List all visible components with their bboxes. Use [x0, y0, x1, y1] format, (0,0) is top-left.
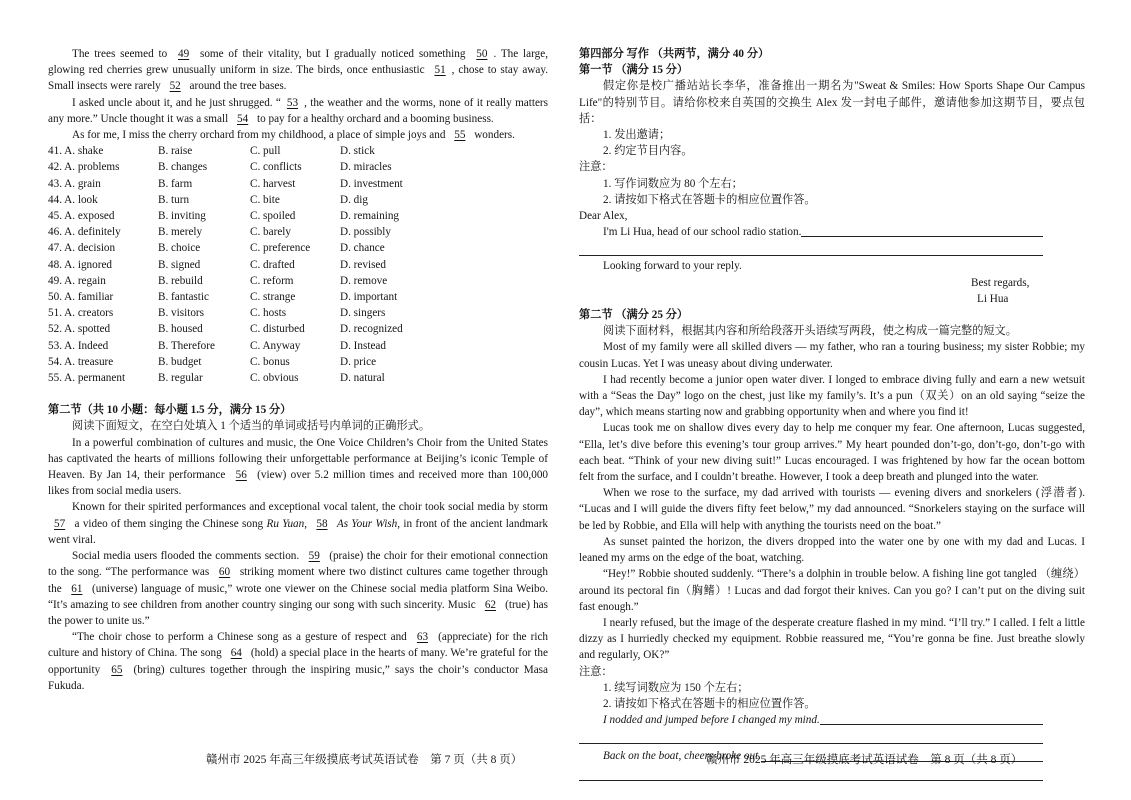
option-choice: D. stick	[340, 145, 375, 158]
section2-title: 第二节（共 10 小题：每小题 1.5 分，满分 15 分）	[48, 404, 292, 417]
sec2-instruction: 阅读下面材料，根据其内容和所给段落开头语续写两段，使之构成一篇完整的短文。	[603, 325, 1017, 338]
song-title: As Your Wish	[336, 517, 398, 530]
continuation-2: Back on the boat, cheers broke out.	[603, 750, 762, 763]
option-row	[48, 289, 403, 305]
answer-blank[interactable]: 58	[316, 517, 328, 530]
option-choice: C. preference	[250, 242, 311, 255]
option-choice: 48. A. ignored	[48, 258, 113, 271]
options-table	[48, 143, 403, 386]
story-paragraph: “Hey!” Robbie shouted suddenly. “There’s a dolphin in trouble below. A fishing line got tangled （缠绕） around its pectoral fin（胸鳍）! Lucas and dad forgot their knives. Can you go? I can’t put on the diving suit fast enough.”	[579, 568, 1085, 613]
option-choice: C. obvious	[250, 372, 299, 385]
paragraph	[48, 127, 548, 143]
answer-blank[interactable]: 56	[235, 469, 247, 482]
continuation-line-1[interactable]	[579, 712, 1085, 728]
option-row	[48, 192, 403, 208]
option-choice: B. signed	[158, 258, 201, 271]
answer-blank[interactable]: 50	[476, 48, 488, 60]
option-row	[48, 240, 403, 256]
paragraph	[48, 95, 548, 127]
option-choice: D. revised	[340, 258, 386, 271]
option-row	[48, 159, 403, 175]
option-choice: 41. A. shake	[48, 145, 104, 158]
part4-title: 第四部分 写作 （共两节，满分 40 分）	[579, 48, 770, 60]
answer-line[interactable]	[579, 728, 1043, 744]
option-choice: 42. A. problems	[48, 161, 120, 174]
option-choice: C. bite	[250, 193, 280, 206]
option-choice: D. possibly	[340, 226, 391, 239]
option-row	[48, 208, 403, 224]
option-choice: D. investment	[340, 177, 403, 190]
option-choice: D. natural	[340, 372, 385, 385]
option-choice: B. choice	[158, 242, 201, 255]
option-choice: C. barely	[250, 226, 292, 239]
answer-blank[interactable]: 64	[230, 647, 242, 660]
continuation-1: I nodded and jumped before I changed my mind.	[603, 714, 820, 727]
text: The trees seemed to	[72, 48, 172, 60]
letter-name: Li Hua	[977, 292, 1009, 305]
answer-blank[interactable]: 65	[111, 663, 123, 676]
option-choice: C. harvest	[250, 177, 296, 190]
option-choice: 55. A. permanent	[48, 372, 126, 385]
option-choice: 49. A. regain	[48, 274, 106, 287]
option-choice: 52. A. spotted	[48, 323, 111, 336]
text: (praise) the choir for their emotional connection to the song. “The performance was	[48, 550, 549, 579]
option-choice: B. Therefore	[158, 339, 215, 352]
story-paragraph: As sunset painted the horizon, the divers dropped into the water one by one with my dad and Lucas. I leaned my arms on the edge of the boat, watching.	[579, 535, 1085, 565]
option-choice: 50. A. familiar	[48, 291, 114, 304]
option-choice: 46. A. definitely	[48, 226, 121, 239]
letter-regards: Best regards,	[971, 276, 1030, 289]
option-choice: B. regular	[158, 372, 203, 385]
text: , in front of the ancient landmark went viral.	[48, 517, 549, 546]
option-choice: 44. A. look	[48, 193, 98, 206]
answer-blank[interactable]: 53	[286, 96, 299, 109]
option-choice: D. singers	[340, 307, 386, 320]
option-choice: 45. A. exposed	[48, 210, 115, 223]
option-choice: C. bonus	[250, 355, 290, 368]
option-row	[48, 224, 403, 240]
text: (true) has the power to unite us.”	[48, 598, 548, 627]
story-paragraph: When we rose to the surface, my dad arrived with tourists — evening divers and snorkelers (浮潜者). “Lucas and I will guide the divers fifty feet below,” my dad announced. “Snorkelers staying on the surface will be led by Robbie, and Ella will help with anything the tourists need on the boat.”	[579, 487, 1085, 532]
letter-answer-line[interactable]	[579, 224, 1085, 240]
text: I asked uncle about it, and he just shrugged. “	[72, 96, 281, 109]
grammar-passage	[48, 435, 548, 694]
letter-greeting: Dear Alex,	[579, 210, 628, 223]
text: (view) over 5.2 million times and received more than 100,000 likes from social media users.	[48, 469, 549, 498]
text: to pay for a healthy orchard and a booming business.	[254, 112, 494, 125]
page-footer-7: 赣州市 2025 年高三年级摸底考试英语试卷 第 7 页（共 8 页）	[206, 754, 523, 766]
text: In a powerful combination of cultures and music, the One Voice Children’s Choir from the United States has captivated the hearts of millions following their unforgettable performance at Beijing’s iconic Temple of Heaven. By Jan 14, their performance	[48, 436, 548, 482]
option-choice: C. hosts	[250, 307, 287, 320]
option-choice: C. spoiled	[250, 210, 296, 223]
option-row	[48, 143, 403, 159]
option-choice: C. disturbed	[250, 323, 305, 336]
option-choice: C. drafted	[250, 258, 295, 271]
option-choice: B. inviting	[158, 210, 206, 223]
notice-label: 注意：	[579, 665, 613, 678]
cloze-passage	[48, 46, 548, 143]
page-footer-8: 赣州市 2025 年高三年级摸底考试英语试卷 第 8 页（共 8 页）	[706, 754, 1023, 766]
answer-blank[interactable]: 63	[416, 631, 429, 644]
song-title: Ru Yuan	[266, 517, 305, 530]
answer-blank[interactable]: 59	[308, 550, 320, 563]
sec1-title: 第一节 （满分 15 分）	[579, 64, 689, 77]
option-row	[48, 354, 403, 370]
answer-blank[interactable]: 60	[218, 566, 231, 579]
option-choice: D. recognized	[340, 323, 403, 336]
option-row	[48, 338, 403, 354]
notice-label: 注意：	[579, 161, 613, 174]
text: a video of them singing the Chinese song	[71, 517, 267, 530]
option-choice: 43. A. grain	[48, 177, 101, 190]
option-choice: D. important	[340, 291, 398, 304]
text: , the weather and the worms, none of it really matters any more.” Uncle thought it was a small	[48, 96, 548, 125]
option-choice: C. strange	[250, 291, 296, 304]
paragraph	[48, 548, 548, 629]
answer-blank[interactable]: 51	[434, 64, 446, 77]
text: striking moment where two distinct cultures came together through the	[48, 566, 548, 595]
answer-blank[interactable]: 49	[177, 48, 190, 60]
option-row	[48, 305, 403, 321]
option-choice: C. conflicts	[250, 161, 302, 174]
section2-instruction: 阅读下面短文，在空白处填入 1 个适当的单词或括号内单词的正确形式。	[72, 420, 431, 433]
sec1-point: 2. 约定节目内容。	[603, 145, 693, 158]
story-passage	[579, 339, 1085, 663]
story-paragraph: Most of my family were all skilled divers — my father, who ran a touring business; my sister Robbie; my cousin Lucas. Yet I was uneasy about diving underwater.	[579, 341, 1085, 370]
paragraph	[48, 435, 548, 500]
option-choice: B. changes	[158, 161, 208, 174]
sec1-prompt: 假定你是校广播站站长李华，准备推出一期名为"Sweat & Smiles: How Sports Shape Our Campus Life"的特别节目。请给你校来自英国的交换生 Alex 发一封电子邮件，邀请他参加这期节目，要点包括：	[579, 80, 1085, 125]
text: (hold) a special place in the hearts of many. We’re grateful for the opportunity	[48, 647, 548, 676]
text: ,	[304, 517, 311, 530]
text: Social media users flooded the comments section.	[72, 550, 303, 563]
text: wonders.	[471, 129, 515, 142]
page-8-column	[579, 46, 1085, 781]
option-choice: D. Instead	[340, 339, 386, 352]
option-choice: D. price	[340, 355, 377, 368]
option-choice: D. dig	[340, 193, 368, 206]
option-row	[48, 257, 403, 273]
letter-closing: Looking forward to your reply.	[603, 260, 742, 273]
text: Known for their spirited performances and exceptional vocal talent, the choir took social media by storm	[72, 501, 548, 514]
option-choice: C. Anyway	[250, 339, 301, 352]
text: some of their vitality, but I gradually noticed something	[195, 48, 471, 60]
option-row	[48, 176, 403, 192]
answer-blank[interactable]: 57	[54, 517, 66, 530]
option-choice: D. remove	[340, 274, 388, 287]
sec2-note: 2. 请按如下格式在答题卡的相应位置作答。	[603, 697, 816, 710]
text: . The large, glowing red cherries grew unusually uniform in size. The birds, once enthusiastic	[48, 48, 548, 77]
option-choice: B. housed	[158, 323, 203, 336]
paragraph	[48, 499, 548, 548]
option-row	[48, 321, 403, 337]
text: (bring) cultures together through the inspiring music,” says the choir’s conductor Masa Fukuda.	[48, 663, 548, 692]
text: around the tree bases.	[186, 80, 287, 93]
option-choice: C. pull	[250, 145, 281, 158]
option-choice: 47. A. decision	[48, 242, 116, 255]
option-choice: B. farm	[158, 177, 193, 190]
sec2-note: 1. 续写词数应为 150 个左右；	[603, 681, 749, 694]
sec1-point: 1. 发出邀请；	[603, 129, 671, 142]
answer-line[interactable]	[579, 240, 1043, 256]
text: (appreciate) for the rich culture and history of China. The song	[48, 631, 549, 660]
page-7-column	[48, 46, 548, 694]
option-choice: D. remaining	[340, 210, 400, 223]
option-row	[48, 370, 403, 386]
option-row	[48, 273, 403, 289]
option-choice: B. visitors	[158, 307, 205, 320]
text: , chose to stay away. Small insects were rarely	[48, 64, 548, 93]
option-choice: B. rebuild	[158, 274, 203, 287]
option-choice: 54. A. treasure	[48, 355, 114, 368]
option-choice: 51. A. creators	[48, 307, 114, 320]
answer-blank[interactable]: 54	[237, 112, 249, 125]
answer-blank[interactable]: 55	[454, 129, 466, 142]
option-choice: B. budget	[158, 355, 202, 368]
option-choice: 53. A. Indeed	[48, 339, 109, 352]
letter-opening: I'm Li Hua, head of our school radio station.	[603, 226, 802, 239]
sec2-title: 第二节 （满分 25 分）	[579, 309, 689, 322]
answer-blank[interactable]: 61	[71, 582, 83, 595]
text: “The choir chose to perform a Chinese song as a gesture of respect and	[72, 631, 411, 644]
option-choice: B. merely	[158, 226, 203, 239]
option-choice: B. fantastic	[158, 291, 209, 304]
sec1-note: 1. 写作词数应为 80 个左右；	[603, 177, 743, 190]
answer-blank[interactable]: 62	[484, 598, 497, 611]
option-choice: B. turn	[158, 193, 190, 206]
story-paragraph: I had recently become a junior open water diver. I longed to embrace diving fully and earn a new wetsuit with a “Seas the Day” logo on the chest, just like my family’s. It’s a pun（双关）on an old saying “seize the day”, which means starting now and grabbing opportunity when and where you find it!	[579, 373, 1085, 419]
answer-blank[interactable]: 52	[169, 80, 181, 93]
text: As for me, I miss the cherry orchard from my childhood, a place of simple joys and	[72, 129, 449, 142]
paragraph	[48, 46, 548, 95]
story-paragraph: I nearly refused, but the image of the desperate creature flashed in my mind. “I’ll try.” I called. I felt a little dizzy as I hurriedly checked my equipment. Robbie reassured me, “You’re gonna be fine. Just breathe slowly and regularly, OK?”	[579, 616, 1085, 662]
option-choice: D. miracles	[340, 161, 392, 174]
option-choice: D. chance	[340, 242, 385, 255]
sec1-note: 2. 请按如下格式在答题卡的相应位置作答。	[603, 193, 816, 206]
text: (universe) language of music,” wrote one viewer on the Chinese social media platform Sina Weibo. “It’s amazing to see children from another country singing our song with such sincerity. Music	[48, 582, 548, 611]
story-paragraph: Lucas took me on shallow dives every day to help me conquer my fear. One afternoon, Lucas suggested, “Ella, let’s dive before this evening’s tour group arrives.” My heart pounded don’t-go, don’t-go, don’t-go with each beat. “Think of your new diving suit!” Lucas encouraged. I was frightened by how far the ocean bottom felt from the surface, and I couldn’t breathe. However, I took a deep breath and plunged into the water.	[579, 422, 1085, 484]
paragraph	[48, 629, 548, 694]
option-choice: C. reform	[250, 274, 294, 287]
option-choice: B. raise	[158, 145, 193, 158]
